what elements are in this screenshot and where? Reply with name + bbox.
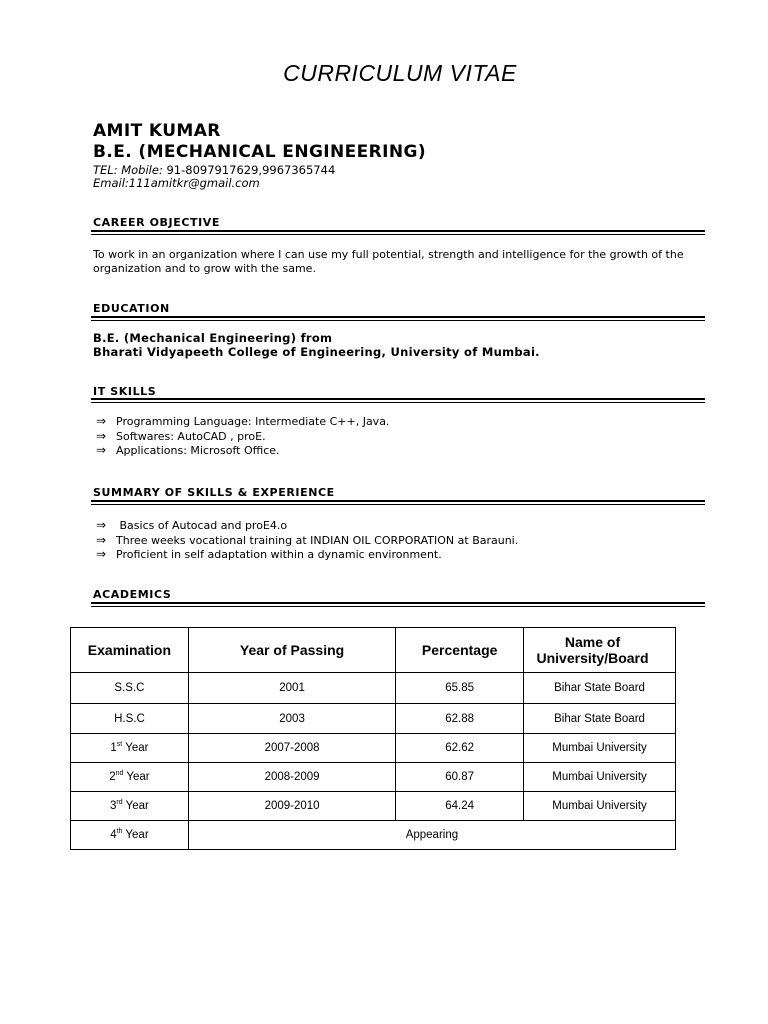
cell-percentage: 60.87: [396, 763, 524, 792]
list-item: ⇒ Basics of Autocad and proE4.o: [96, 518, 288, 532]
double-arrow-icon: ⇒: [96, 518, 107, 532]
summary-heading: SUMMARY OF SKILLS & EXPERIENCE: [93, 486, 335, 499]
list-item: ⇒ Programming Language: Intermediate C++, Java.: [96, 414, 390, 428]
section-divider: [91, 602, 705, 604]
table-row: [71, 734, 676, 763]
cell-year: 2003: [188, 704, 395, 734]
table-row: [71, 821, 676, 850]
career-objective-heading: CAREER OBJECTIVE: [93, 216, 221, 229]
it-skills-list: [96, 414, 389, 458]
education-heading: EDUCATION: [93, 302, 170, 315]
cell-exam: 3rd Year: [71, 792, 189, 821]
double-arrow-icon: ⇒: [96, 547, 107, 561]
it-skills-heading: IT SKILLS: [93, 385, 157, 398]
cell-status: Appearing: [188, 821, 675, 850]
phone-label: TEL: Mobile:: [93, 163, 163, 177]
section-divider: [91, 320, 705, 321]
cell-exam: 1st Year: [71, 734, 189, 763]
education-college: Bharati Vidyapeeth College of Engineering, University of Mumbai.: [93, 345, 540, 359]
cell-exam: 2nd Year: [71, 763, 189, 792]
double-arrow-icon: ⇒: [96, 532, 107, 547]
cell-percentage: 65.85: [396, 673, 524, 704]
double-arrow-icon: ⇒: [96, 428, 107, 443]
cell-exam: S.S.C: [71, 673, 189, 704]
cell-year: 2009-2010: [188, 792, 395, 821]
education-degree: B.E. (Mechanical Engineering) from: [93, 331, 333, 345]
cell-exam: 4th Year: [71, 821, 189, 850]
column-header: Examination: [71, 628, 189, 673]
list-item: ⇒ Proficient in self adaptation within a dynamic environment.: [96, 547, 442, 561]
candidate-name: AMIT KUMAR: [93, 121, 221, 141]
document-title: CURRICULUM VITAE: [283, 60, 517, 86]
section-divider: [91, 500, 705, 502]
cell-year: 2008-2009: [188, 763, 395, 792]
career-objective-text: To work in an organization where I can use my full potential, strength and intelligence for the growth of the organization and to grow with the same.: [93, 248, 684, 275]
cell-year: 2007-2008: [188, 734, 395, 763]
cell-percentage: 62.88: [396, 704, 524, 734]
cell-board: Bihar State Board: [524, 704, 676, 734]
section-divider: [91, 504, 705, 505]
section-divider: [91, 402, 705, 403]
table-header-row: [71, 628, 676, 673]
section-divider: [91, 606, 705, 607]
candidate-degree: B.E. (MECHANICAL ENGINEERING): [93, 142, 427, 162]
section-divider: [91, 398, 705, 400]
academics-heading: ACADEMICS: [93, 588, 172, 601]
section-divider: [91, 230, 705, 232]
column-header: Percentage: [396, 628, 524, 673]
column-header: Name of University/Board: [524, 628, 676, 673]
cell-board: Mumbai University: [524, 734, 676, 763]
cell-year: 2001: [188, 673, 395, 704]
list-item: ⇒ Three weeks vocational training at INDIAN OIL CORPORATION at Barauni.: [96, 532, 519, 547]
table-row: [71, 673, 676, 704]
double-arrow-icon: ⇒: [96, 443, 107, 457]
section-divider: [91, 316, 705, 318]
double-arrow-icon: ⇒: [96, 414, 107, 428]
academics-table: [70, 627, 676, 850]
list-item: ⇒ Applications: Microsoft Office.: [96, 443, 280, 457]
cell-percentage: 62.62: [396, 734, 524, 763]
cell-board: Mumbai University: [524, 763, 676, 792]
summary-list: [96, 518, 518, 562]
column-header: Year of Passing: [188, 628, 395, 673]
email-line: Email:111amitkr@gmail.com: [93, 176, 260, 190]
table-row: [71, 704, 676, 734]
phone-value: 91-8097917629,9967365744: [162, 163, 336, 177]
cell-board: Bihar State Board: [524, 673, 676, 704]
table-row: [71, 763, 676, 792]
section-divider: [91, 234, 705, 235]
cell-exam: H.S.C: [71, 704, 189, 734]
list-item: ⇒ Softwares: AutoCAD , proE.: [96, 428, 266, 443]
table-row: [71, 792, 676, 821]
cell-percentage: 64.24: [396, 792, 524, 821]
cell-board: Mumbai University: [524, 792, 676, 821]
phone-line: [93, 163, 335, 177]
